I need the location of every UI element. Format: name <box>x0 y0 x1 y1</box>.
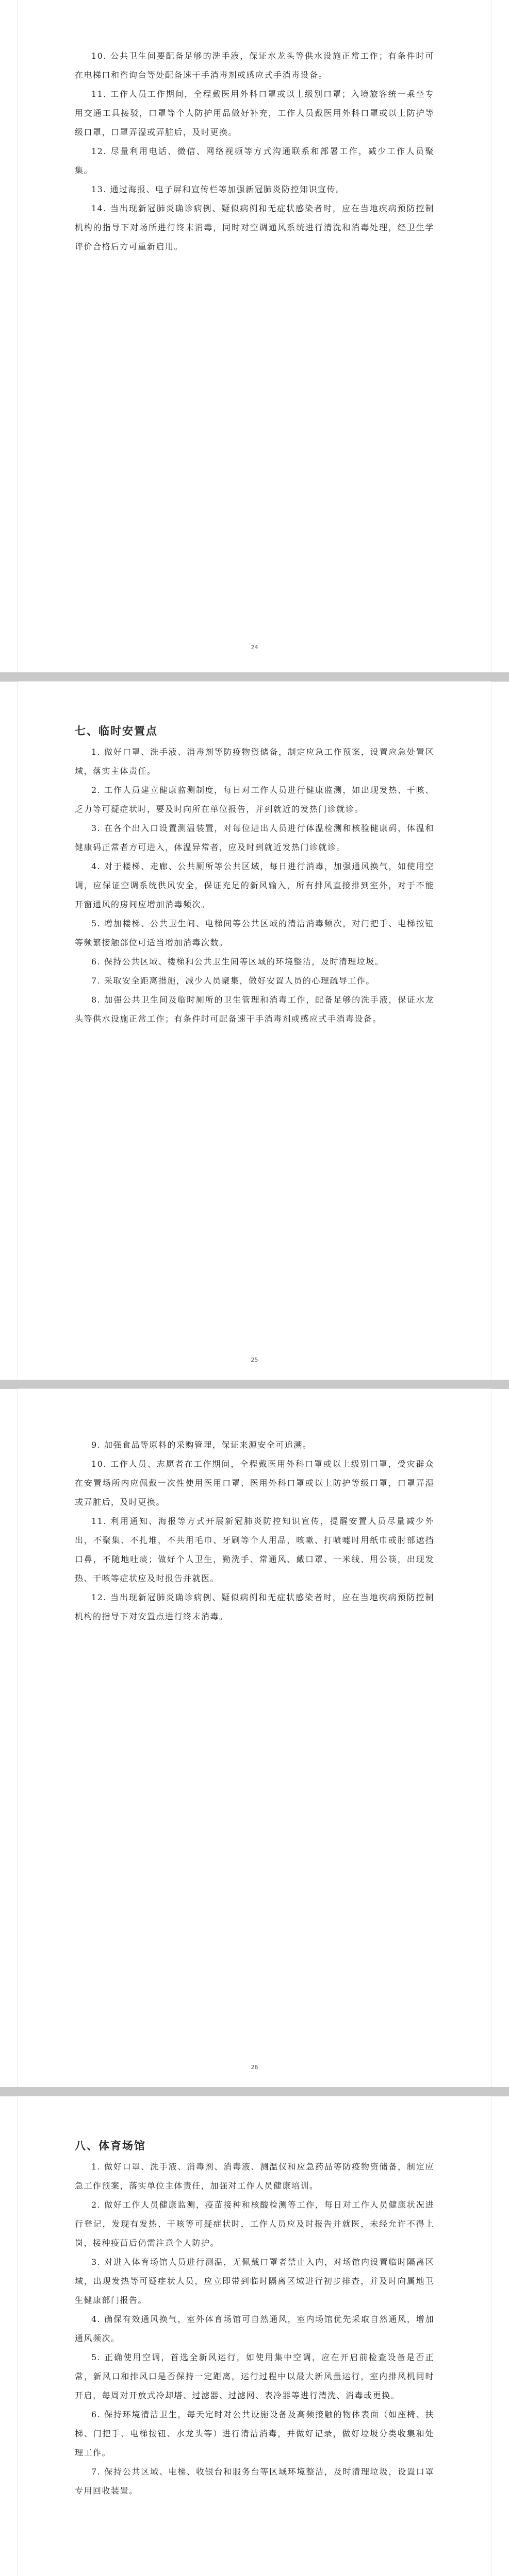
section-heading: 八、体育场馆 <box>75 2140 146 2152</box>
paragraph: 1. 做好口罩、洗手液、消毒剂、消毒液、测温仪和应急药品等防疫物资储备，制定应急工作预案，落实单位主体责任，加强对工作人员健康培训。 <box>75 2162 434 2191</box>
paragraph: 12. 当出现新冠肺炎确诊病例、疑似病例和无症状感染者时，应在当地疾病预防控制机构的指导下对安置点进行终末消毒。 <box>75 1592 434 1621</box>
paragraph: 3. 在各个出入口设置测温装置，对每位进出人员进行体温检测和核验健康码，体温和健康码正常者方可进入，体温异常者，应及时到就近发热门诊就诊。 <box>75 823 434 852</box>
paragraph: 8. 加强公共卫生间及临时厕所的卫生管理和消毒工作，配备足够的洗手液，保证水龙头等供水设施正常工作；有条件时可配备速干手消毒剂或感应式手消毒设备。 <box>75 995 434 1024</box>
paragraph: 14. 当出现新冠肺炎确诊病例、疑似病例和无症状感染者时，应在当地疾病预防控制机构的指导下对场所进行终末消毒，同时对空调通风系统进行清洗和消毒处理，经卫生学评价合格后方可重新启用。 <box>75 204 434 251</box>
page-separator <box>0 2087 509 2096</box>
page-number: 24 <box>251 644 258 651</box>
document-page <box>18 2096 491 2576</box>
paragraph: 5. 正确使用空调，首选全新风运行，如使用集中空调，应在开启前检查设备是否正常，新风口和排风口是否保持一定距离，运行过程中以最大新风量运行，室内排风机同时开启，每周对开放式冷却塔、过滤器、过滤网、表冷器等进行清洗、消毒或更换。 <box>75 2352 434 2400</box>
page-number: 25 <box>251 1357 258 1363</box>
section-heading: 七、临时安置点 <box>75 725 158 737</box>
paragraph: 5. 增加楼梯、公共卫生间、电梯间等公共区域的清洁消毒频次，对门把手、电梯按钮等频繁接触部位可适当增加消毒次数。 <box>75 919 434 947</box>
page-separator <box>0 1380 509 1389</box>
page-number: 26 <box>251 2064 258 2071</box>
paragraph: 10. 工作人员、志愿者在工作期间，全程戴医用外科口罩或以上级别口罩，受灾群众在安置场所内应佩戴一次性使用医用口罩、医用外科口罩或以上防护等级口罩，口罩弄湿或弄脏后，及时更换。 <box>75 1459 434 1507</box>
page-separator <box>0 672 509 682</box>
paragraph: 7. 保持公共区域、电梯、收银台和服务台等区域环境整洁，及时清理垃圾，设置口罩专用回收装置。 <box>75 2467 434 2496</box>
paragraph: 10. 公共卫生间要配备足够的洗手液，保证水龙头等供水设施正常工作；有条件时可在电梯口和咨询台等处配备速干手消毒剂或感应式手消毒设备。 <box>75 51 434 80</box>
paragraph: 7. 采取安全距离措施，减少人员聚集，做好安置人员的心理疏导工作。 <box>91 976 375 986</box>
paragraph: 2. 工作人员建立健康监测制度，每日对工作人员进行健康监测，如出现发热、干咳、乏力等可疑症状时，要及时向所在单位报告，并到就近的发热门诊就诊。 <box>75 785 434 814</box>
paragraph: 4. 确保有效通风换气，室外体育场馆可自然通风，室内场馆优先采取自然通风，增加通风频次。 <box>75 2314 434 2343</box>
paragraph: 6. 保持公共区域、楼梯和公共卫生间等区域的环境整洁，及时清理垃圾。 <box>91 957 384 967</box>
paragraph: 4. 对于楼梯、走廊、公共厕所等公共区域，每日进行消毒，加强通风换气，如使用空调，应保证空调系统供风安全，保证充足的新风输入，所有排风直接排到室外，对于不能开窗通风的房间应增加消毒频次。 <box>75 861 434 909</box>
document-page <box>18 0 491 672</box>
paragraph: 12. 尽量利用电话、微信、网络视频等方式沟通联系和部署工作，减少工作人员聚集。 <box>75 146 434 175</box>
paragraph: 11. 工作人员工作期间，全程戴医用外科口罩或以上级别口罩；入境旅客统一乘坐专用交通工具接驳，口罩等个人防护用品做好补充，工作人员戴医用外科口罩或以上防护等级口罩，口罩弄湿或弄脏后，及时更换。 <box>75 89 434 137</box>
document-page <box>18 1389 491 2087</box>
paragraph: 6. 保持环境清洁卫生，每天定时对公共设施设备及高频接触的物体表面（如座椅、扶梯、门把手、电梯按钮、水龙头等）进行清洁消毒，并做好记录，做好垃圾分类收集和处理工作。 <box>75 2410 434 2458</box>
paragraph: 11. 利用通知、海报等方式开展新冠肺炎防控知识宣传，提醒安置人员尽量减少外出，不聚集、不扎堆，不共用毛巾、牙刷等个人用品，咳嗽、打喷嚏时用纸巾或肘部遮挡口鼻，不随地吐痰；做好个人卫生，勤洗手、常通风、戴口罩、一米线、用公筷，出现发热、干咳等症状应及时报告并就医。 <box>75 1516 434 1583</box>
document-page <box>18 682 491 1380</box>
paragraph: 1. 做好口罩、洗手液、消毒剂等防疫物资储备，制定应急工作预案，设置应急处置区域，落实主体责任。 <box>75 747 434 776</box>
paragraph: 3. 对进入体育场馆人员进行测温，无佩戴口罩者禁止入内，对场馆内设置临时隔离区域，出现发热等可疑症状人员，应立即带到临时隔离区域进行初步排查，并及时向属地卫生健康部门报告。 <box>75 2257 434 2305</box>
page-body <box>75 2138 434 2500</box>
page-body <box>75 1435 434 1626</box>
paragraph: 2. 做好工作人员健康监测，疫苗接种和核酸检测等工作，每日对工作人员健康状况进行登记，发现有发热、干咳等可疑症状时，工作人员应及时报告并就医，未经允许不得上岗，接种疫苗后仍需注意个人防护。 <box>75 2200 434 2248</box>
page-body <box>75 723 434 1028</box>
paragraph: 9. 加强食品等原料的采购管理，保证来源安全可追溯。 <box>91 1440 312 1450</box>
paragraph: 13. 通过海报、电子屏和宣传栏等加强新冠肺炎防控知识宣传。 <box>91 184 345 194</box>
page-body <box>75 46 434 256</box>
